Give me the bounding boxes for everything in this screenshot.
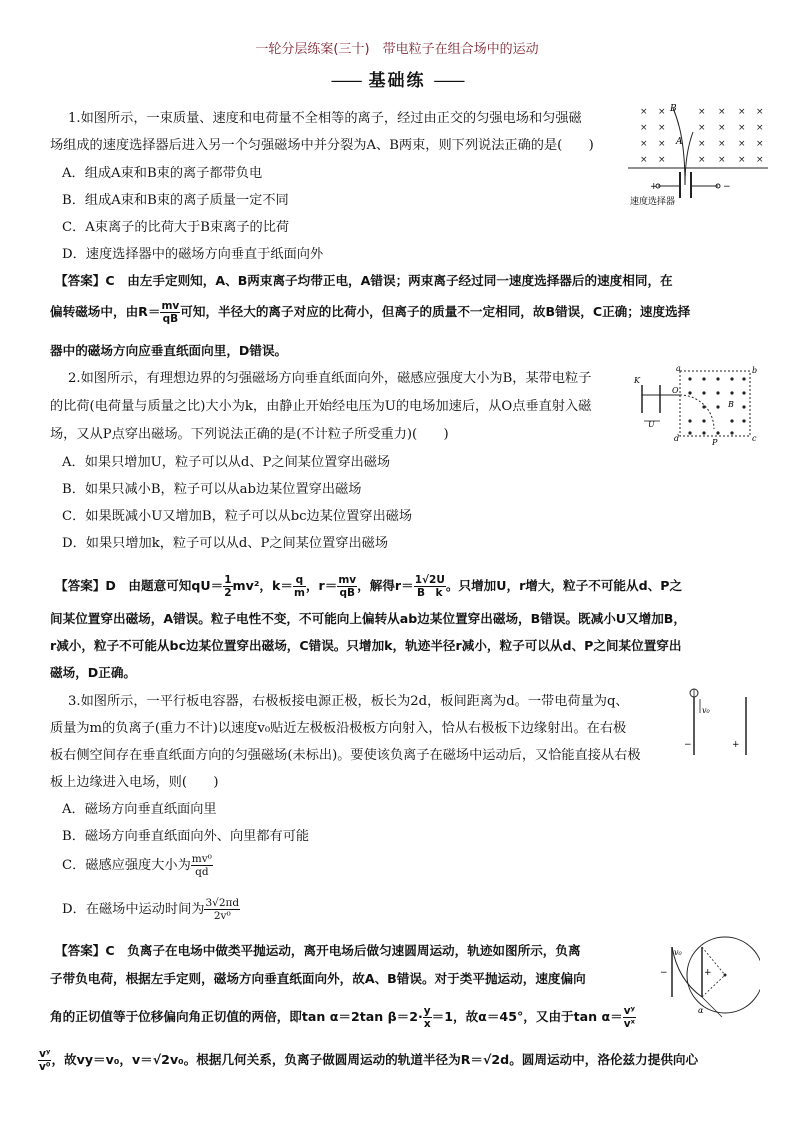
q2-answer-line1: 【答案】D 由题意可知qU＝ $\frac{1}{2}$ mv²，k＝ $\frac{q}{m}$ ，r＝ $\frac{mv}{qB}$ ，解得r＝ $\frac{1√2U}{\text{B k}}$ 。只增加U，r增大，粒子不可能从d、P之 [55, 574, 683, 599]
q1-fig-label-b: B [670, 104, 677, 114]
q2-fig-bfield: B [728, 400, 734, 409]
svg-text:×: × [718, 123, 726, 133]
svg-text:×: × [738, 107, 746, 117]
q2-fig-u: U [648, 420, 655, 429]
q3-option-d: D．在磁场中运动时间为 $\frac{3√2\pi d}{\text{2v⁰}}$ [62, 897, 240, 922]
svg-text:×: × [658, 139, 666, 149]
q1-option-c: C．A束离子的比荷大于B束离子的比荷 [62, 220, 290, 235]
q1-fig-plus: + [650, 182, 658, 192]
q2-fig-k: K [634, 376, 640, 385]
q3-option-d-fraction: $\frac{3√2\pi d}{\text{2v⁰}}$ [205, 897, 240, 922]
q1-option-d: D．速度选择器中的磁场方向垂直于纸面向外 [62, 247, 324, 262]
svg-text:×: × [738, 139, 746, 149]
section-label: 基础练 [368, 71, 426, 91]
q1-fig-minus: − [723, 182, 731, 192]
svg-text:×: × [658, 155, 666, 165]
svg-text:×: × [640, 155, 648, 165]
q1-figure [618, 100, 768, 210]
q3-option-c-fraction: $\frac{\text{mv⁰}}{qd}$ [191, 853, 212, 878]
svg-text:×: × [640, 123, 648, 133]
q1-fig-caption: 速度选择器 [630, 197, 676, 207]
q2-fig-a: a [676, 365, 681, 373]
q2-frac-4: $\frac{1√2U}{\text{B k}}$ [414, 574, 445, 599]
svg-text:×: × [698, 155, 706, 165]
q2-fig-b: b [752, 366, 758, 375]
q3-figure [680, 685, 760, 765]
svg-text:×: × [756, 107, 764, 117]
q3-stem-line4: 板上边缘进入电场，则( ) [50, 775, 219, 790]
q2-frac-1: $\frac{1}{2}$ [224, 574, 232, 599]
svg-text:×: × [756, 123, 764, 133]
svg-text:×: × [756, 155, 764, 165]
svg-text:×: × [738, 155, 746, 165]
q2-stem-line1: 2.如图所示，有理想边界的匀强磁场方向垂直纸面向外，磁感应强度大小为B，某带电粒子 [68, 371, 592, 386]
q3-fig-v0: v₀ [702, 706, 710, 715]
page-title: 一轮分层练案(三十) 带电粒子在组合场中的运动 [255, 42, 539, 57]
q1-option-b: B．组成A束和B束的离子质量一定不同 [62, 193, 289, 208]
q2-option-c: C．如果既减小U又增加B，粒子可以从bc边某位置穿出磁场 [62, 509, 413, 524]
svg-text:×: × [658, 123, 666, 133]
q3-fig-minus: − [684, 740, 692, 750]
q3-stem-line2: 质量为m的负离子(重力不计)以速度v₀贴近左极板沿极板方向射入，恰从右极板下边缘射出。在右极 [50, 721, 627, 736]
q3-ans-fig-v0: v₀ [674, 948, 682, 957]
svg-text:×: × [658, 107, 666, 117]
q3-option-c: C．磁感应强度大小为 $\frac{\text{mv⁰}}{qd}$ [62, 853, 212, 878]
q3-ans-fig-alpha: α [698, 1006, 704, 1015]
svg-text:×: × [698, 107, 706, 117]
q1-answer-line1: 【答案】C 由左手定则知，A、B两束离子均带正电，A错误；两束离子经过同一速度选择器后的速度相同，在 [55, 273, 673, 288]
q2-frac-3: $\frac{mv}{qB}$ [338, 574, 357, 599]
q2-answer-line4: 磁场，D正确。 [50, 665, 137, 680]
svg-text:×: × [756, 139, 764, 149]
q1-answer-line2: 偏转磁场中，由R＝ $\frac{mv}{qB}$ 可知，半径大的离子对应的比荷小，但离子的质量不一定相同，故B错误，C正确；速度选择 [50, 300, 691, 325]
q1-answer-fraction: $\frac{mv}{qB}$ [161, 300, 180, 325]
q3-answer-line1: 【答案】C 负离子在电场中做类平抛运动，离开电场后做匀速圆周运动，轨迹如图所示，负离 [55, 943, 581, 958]
svg-text:×: × [718, 107, 726, 117]
q3-option-b: B．磁场方向垂直纸面向外、向里都有可能 [62, 829, 310, 844]
q2-fig-p: P [712, 438, 718, 445]
q2-option-b: B．如果只减小B，粒子可以从ab边某位置穿出磁场 [62, 482, 362, 497]
q2-fig-o: O [672, 386, 679, 395]
q2-stem-line3: 场，又从P点穿出磁场。下列说法正确的是(不计粒子所受重力)( ) [50, 427, 449, 442]
q2-figure [632, 365, 762, 445]
q3-fig-plus: + [732, 740, 740, 750]
q3-frac-yx: $\frac{y}{x}$ [423, 1005, 431, 1030]
q1-fig-label-a: A [676, 137, 683, 147]
q1-stem-line1: 1.如图所示，一束质量、速度和电荷量不全相等的离子，经过由正交的匀强电场和匀强磁 [68, 111, 582, 126]
q3-ans-fig-minus: − [660, 968, 668, 978]
q2-fig-d: d [674, 434, 680, 443]
q3-stem-line1: 3.如图所示，一平行板电容器，右极板接电源正极，板长为2d，板间距离为d。一带电荷量为q、 [68, 694, 629, 709]
q2-answer-line3: r减小，粒子不可能从bc边某位置穿出磁场，C错误。只增加k，轨迹半径r减小，粒子可以从d、P之间某位置穿出 [50, 638, 682, 653]
q2-frac-2: $\frac{q}{m}$ [293, 574, 305, 599]
q3-frac-vy-vx: $\frac{\text{vʸ}}{\text{vˣ}}$ [623, 1005, 635, 1030]
svg-text:×: × [698, 139, 706, 149]
svg-text:×: × [698, 123, 706, 133]
q3-ans-fig-plus: + [704, 968, 712, 978]
q3-frac-vy-v0: $\frac{\text{vʸ}}{\text{v⁰}}$ [39, 1048, 51, 1073]
q3-stem-line3: 板右侧空间存在垂直纸面方向的匀强磁场(未标出)。要使该负离子在磁场中运动后，又恰能直接从右极 [50, 748, 641, 763]
q1-stem-line2: 场组成的速度选择器后进入另一个匀强磁场中并分裂为A、B两束，则下列说法正确的是( ) [50, 138, 594, 153]
q3-answer-line3: 角的正切值等于位移偏向角正切值的两倍，即tan α＝2tan β＝2· $\frac{y}{x}$ ＝1，故α＝45°，又由于tan α＝ $\frac{\text{vʸ}}{\text{vˣ}}$ [50, 1005, 635, 1030]
svg-text:×: × [718, 155, 726, 165]
q1-answer-line3: 器中的磁场方向应垂直纸面向里，D错误。 [50, 343, 288, 358]
q2-answer-line2: 间某位置穿出磁场，A错误。粒子电性不变，不可能向上偏转从ab边某位置穿出磁场，B错误。既减小U又增加B， [50, 611, 686, 626]
q3-option-a: A．磁场方向垂直纸面向里 [62, 802, 217, 817]
svg-text:×: × [718, 139, 726, 149]
svg-text:×: × [640, 107, 648, 117]
svg-text:×: × [640, 139, 648, 149]
q2-fig-c: c [752, 434, 757, 443]
q3-answer-line2: 子带负电荷，根据左手定则，磁场方向垂直纸面向外，故A、B错误。对于类平抛运动，速度偏向 [50, 971, 586, 986]
q2-option-d: D．如果只增加k，粒子可以从d、P之间某位置穿出磁场 [62, 536, 389, 551]
section-heading: —— 基础练 —— [330, 71, 464, 91]
q2-option-a: A．如果只增加U，粒子可以从d、P之间某位置穿出磁场 [62, 455, 391, 470]
q3-answer-figure [650, 935, 760, 1025]
q1-option-a: A．组成A束和B束的离子都带负电 [62, 166, 263, 181]
svg-text:×: × [738, 123, 746, 133]
q2-stem-line2: 的比荷(电荷量与质量之比)大小为k，由静止开始经电压为U的电场加速后，从O点垂直射入磁 [50, 399, 592, 414]
q3-answer-line4: $\frac{\text{vʸ}}{\text{v⁰}}$ ，故vy＝v₀，v＝√2v₀。根据几何关系，负离子做圆周运动的轨道半径为R＝√2d。圆周运动中，洛伦兹力提供向心 [39, 1048, 699, 1073]
